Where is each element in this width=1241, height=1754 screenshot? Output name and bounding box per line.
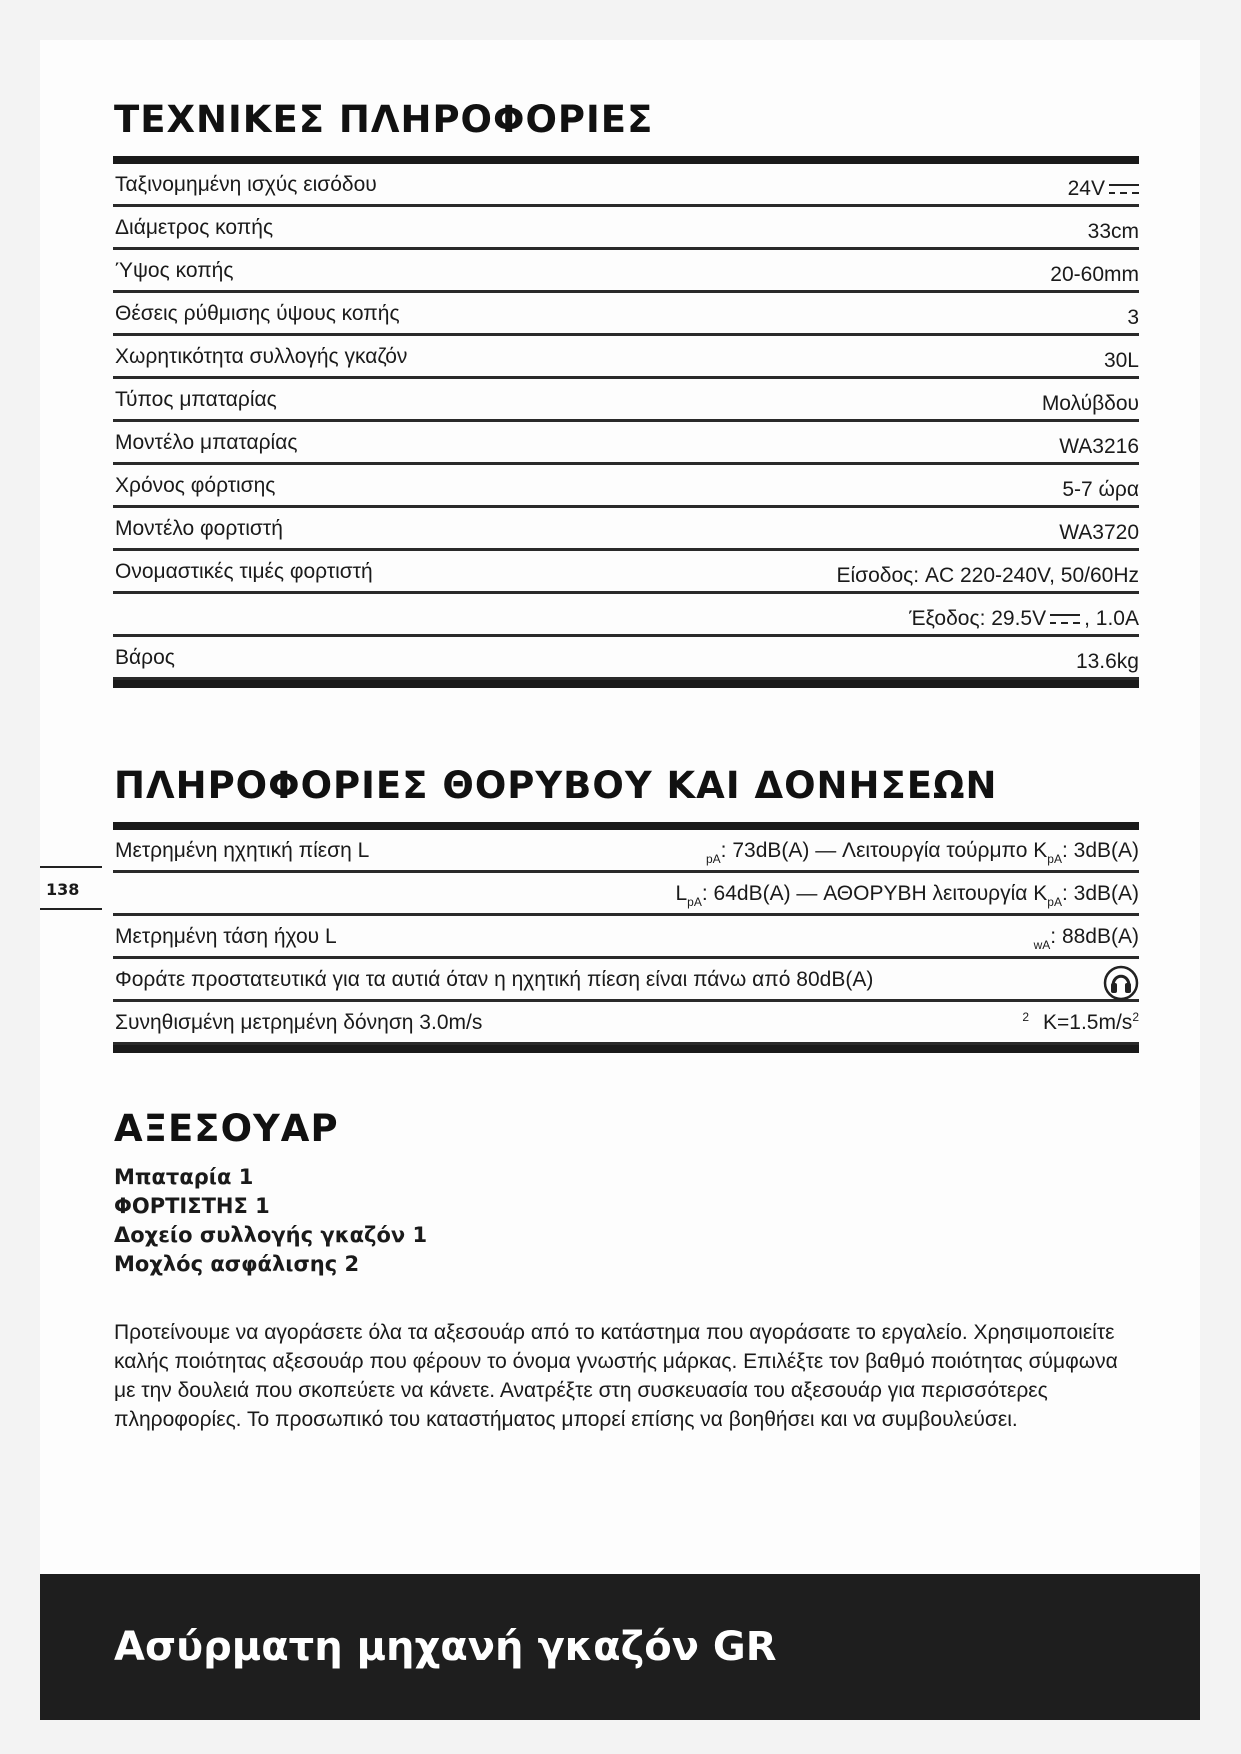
ear-protection-icon [1103, 965, 1139, 1001]
subscript: pA [687, 895, 702, 909]
row-label: Διάμετρος κοπής [115, 216, 274, 239]
subscript: wA [1033, 938, 1051, 952]
table-row [113, 830, 1139, 873]
row-value: 30L [1103, 349, 1139, 372]
table-row [113, 1002, 1139, 1045]
table-rule [113, 1045, 1139, 1053]
row-value: 20-60mm [1050, 263, 1139, 286]
accessories-list [114, 1163, 427, 1279]
row-value: K=1.5m/s [1043, 1011, 1133, 1034]
noise-table [113, 822, 1139, 1053]
list-item: Δοχείο συλλογής γκαζόν 1 [114, 1223, 428, 1247]
row-label: Χρόνος φόρτισης [115, 474, 276, 497]
tech-table [113, 156, 1139, 688]
row-value: : 3dB(A) [1061, 839, 1139, 862]
table-row [113, 959, 1139, 1002]
table-row [113, 594, 1139, 637]
row-value: L [675, 882, 688, 905]
table-row [113, 508, 1139, 551]
row-value: Είσοδος: AC 220-240V, 50/60Hz [836, 564, 1139, 587]
table-row [113, 250, 1139, 293]
footer-bar [40, 1574, 1200, 1720]
noise-section-title: ΠΛΗΡΟΦΟΡΙΕΣ ΘΟΡΥΒΟΥ ΚΑΙ ΔΟΝΗΣΕΩΝ [114, 764, 998, 807]
superscript: 2 [1022, 1010, 1030, 1024]
table-row [113, 164, 1139, 207]
row-value: : 88dB(A) [1050, 925, 1139, 948]
row-value: : 3dB(A) [1061, 882, 1139, 905]
row-value: Έξοδος: 29.5V [909, 607, 1047, 630]
superscript: 2 [1132, 1010, 1139, 1024]
row-label: Χωρητικότητα συλλογής γκαζόν [115, 345, 408, 368]
row-label: Φοράτε προστατευτικά για τα αυτιά όταν η ηχητική πίεση είναι πάνω από 80dB(A) [115, 968, 874, 991]
tech-section-title: ΤΕΧΝΙΚΕΣ ΠΛΗΡΟΦΟΡΙΕΣ [114, 98, 654, 141]
row-label: Συνηθισμένη μετρημένη δόνηση 3.0m/s [115, 1011, 483, 1034]
table-row [113, 207, 1139, 250]
list-item: Μοχλός ασφάλισης 2 [114, 1252, 360, 1276]
page-number: 138 [40, 866, 102, 910]
row-label: Βάρος [115, 646, 175, 669]
table-row [113, 551, 1139, 594]
row-label: Ύψος κοπής [115, 259, 234, 282]
row-value: : 64dB(A) — ΑΘΟΡΥΒΗ λειτουργία K [701, 882, 1048, 905]
row-value: : 73dB(A) — Λειτουργία τούρμπο K [720, 839, 1048, 862]
accessories-title: ΑΞΕΣΟΥΑΡ [114, 1107, 339, 1150]
subscript: pA [1047, 895, 1062, 909]
list-item: ΦΟΡΤΙΣΤΗΣ 1 [114, 1194, 270, 1218]
row-label: Μοντέλο μπαταρίας [115, 431, 298, 454]
row-label: Ονομαστικές τιμές φορτιστή [115, 560, 373, 583]
table-row [113, 916, 1139, 959]
table-row [113, 465, 1139, 508]
row-label: Θέσεις ρύθμισης ύψους κοπής [115, 302, 400, 325]
row-value: WA3720 [1059, 521, 1139, 544]
list-item: Μπαταρία 1 [114, 1165, 254, 1189]
table-row [113, 637, 1139, 680]
row-label: Τύπος μπαταρίας [115, 388, 277, 411]
table-row [113, 293, 1139, 336]
row-label: Ταξινομημένη ισχύς εισόδου [115, 173, 377, 196]
row-value: 33cm [1087, 220, 1139, 243]
table-rule [113, 156, 1139, 164]
table-row [113, 336, 1139, 379]
row-value: 5-7 ώρα [1062, 478, 1139, 501]
footer-title: Ασύρματη μηχανή γκαζόν GR [114, 1624, 777, 1670]
table-row [113, 379, 1139, 422]
dc-symbol-icon [1109, 182, 1139, 196]
table-row [113, 873, 1139, 916]
row-value: Μολύβδου [1041, 392, 1139, 415]
row-value: 3 [1127, 306, 1139, 329]
row-label: Μετρημένη τάση ήχου L [115, 925, 337, 948]
subscript: pA [1047, 852, 1062, 866]
table-rule [113, 680, 1139, 688]
row-label: Μοντέλο φορτιστή [115, 517, 283, 540]
row-value: , 1.0A [1084, 607, 1139, 630]
row-value: WA3216 [1059, 435, 1139, 458]
row-value: 13.6kg [1075, 650, 1139, 673]
table-row [113, 422, 1139, 465]
row-value: 24V [1067, 177, 1105, 200]
dc-symbol-icon [1050, 612, 1080, 626]
subscript: pA [705, 852, 721, 866]
row-label: Μετρημένη ηχητική πίεση L [115, 839, 370, 862]
accessories-note: Προτείνουμε να αγοράσετε όλα τα αξεσουάρ από το κατάστημα που αγοράσατε το εργαλείο. Χρησιμοποιείτε καλής ποιότητας αξεσουάρ που φέρουν το όνομα γνωστής μάρκας. Επιλέξτε τον βαθμό ποιότητας σύμφωνα με την δουλειά που σκοπεύετε να κάνετε. Ανατρέξτε στη συσκευασία του αξεσουάρ για περισσότερες πληροφορίες. Το προσωπικό του καταστήματος μπορεί επίσης να βοηθήσει και να συμβουλεύσει. [114, 1321, 1118, 1431]
table-rule [113, 822, 1139, 830]
